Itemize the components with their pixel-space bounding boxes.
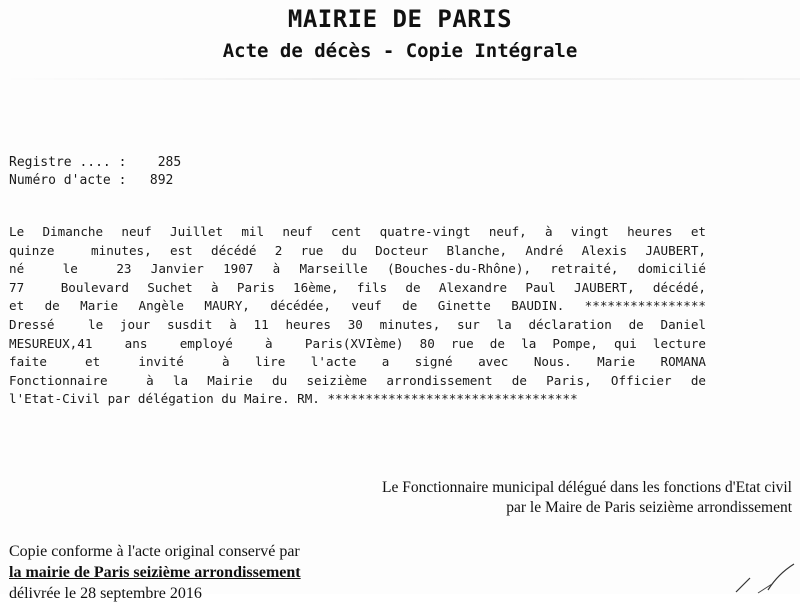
signature-line-2: par le Maire de Paris seizième arrondissement (506, 499, 792, 516)
signature-block (382, 478, 792, 518)
acte-number: Numéro d'acte : 892 (9, 173, 174, 188)
scan-artifact-line (0, 78, 800, 80)
copie-line-3: délivrée le 28 septembre 2016 (9, 585, 202, 602)
copie-line-2: la mairie de Paris seizième arrondissement (9, 564, 301, 581)
page-subtitle: Acte de décès - Copie Intégrale (222, 40, 578, 62)
acte-line: et de Marie Angèle MAURY, décédée, veuf de Ginette BAUDIN. **************** (9, 298, 706, 314)
acte-line: 77 Boulevard Suchet à Paris 16ème, fils de Alexandre Paul JAUBERT, décédé, (9, 279, 706, 295)
acte-line: Dressé le jour susdit à 11 heures 30 minutes, sur la déclaration de Daniel (9, 316, 706, 332)
copie-line-1: Copie conforme à l'acte original conservé par (9, 543, 300, 560)
page-title: MAIRIE DE PARIS (287, 5, 513, 33)
acte-line: MESUREUX,41 ans employé à Paris(XVIème) 80 rue de la Pompe, qui lecture (9, 335, 706, 351)
copie-conforme-block (9, 541, 301, 604)
registre-number: Registre .... : 285 (9, 155, 182, 170)
acte-line: Fonctionnaire à la Mairie du seizième arrondissement de Paris, Officier de (9, 372, 706, 388)
handwritten-signature-mark (728, 560, 800, 594)
acte-line: l'Etat-Civil par délégation du Maire. RM. ********************************* (9, 391, 578, 407)
signature-line-1: Le Fonctionnaire municipal délégué dans les fonctions d'Etat civil (382, 479, 792, 496)
signature-stroke (758, 584, 772, 593)
acte-body (9, 223, 706, 409)
acte-line: faite et invité à lire l'acte a signé avec Nous. Marie ROMANA (9, 354, 706, 370)
acte-line: quinze minutes, est décédé 2 rue du Docteur Blanche, André Alexis JAUBERT, (9, 242, 706, 258)
signature-stroke (736, 578, 750, 592)
acte-line: né le 23 Janvier 1907 à Marseille (Bouches-du-Rhône), retraité, domicilié (9, 261, 706, 277)
signature-stroke (768, 564, 794, 590)
acte-line: Le Dimanche neuf Juillet mil neuf cent quatre-vingt neuf, à vingt heures et (9, 224, 706, 239)
